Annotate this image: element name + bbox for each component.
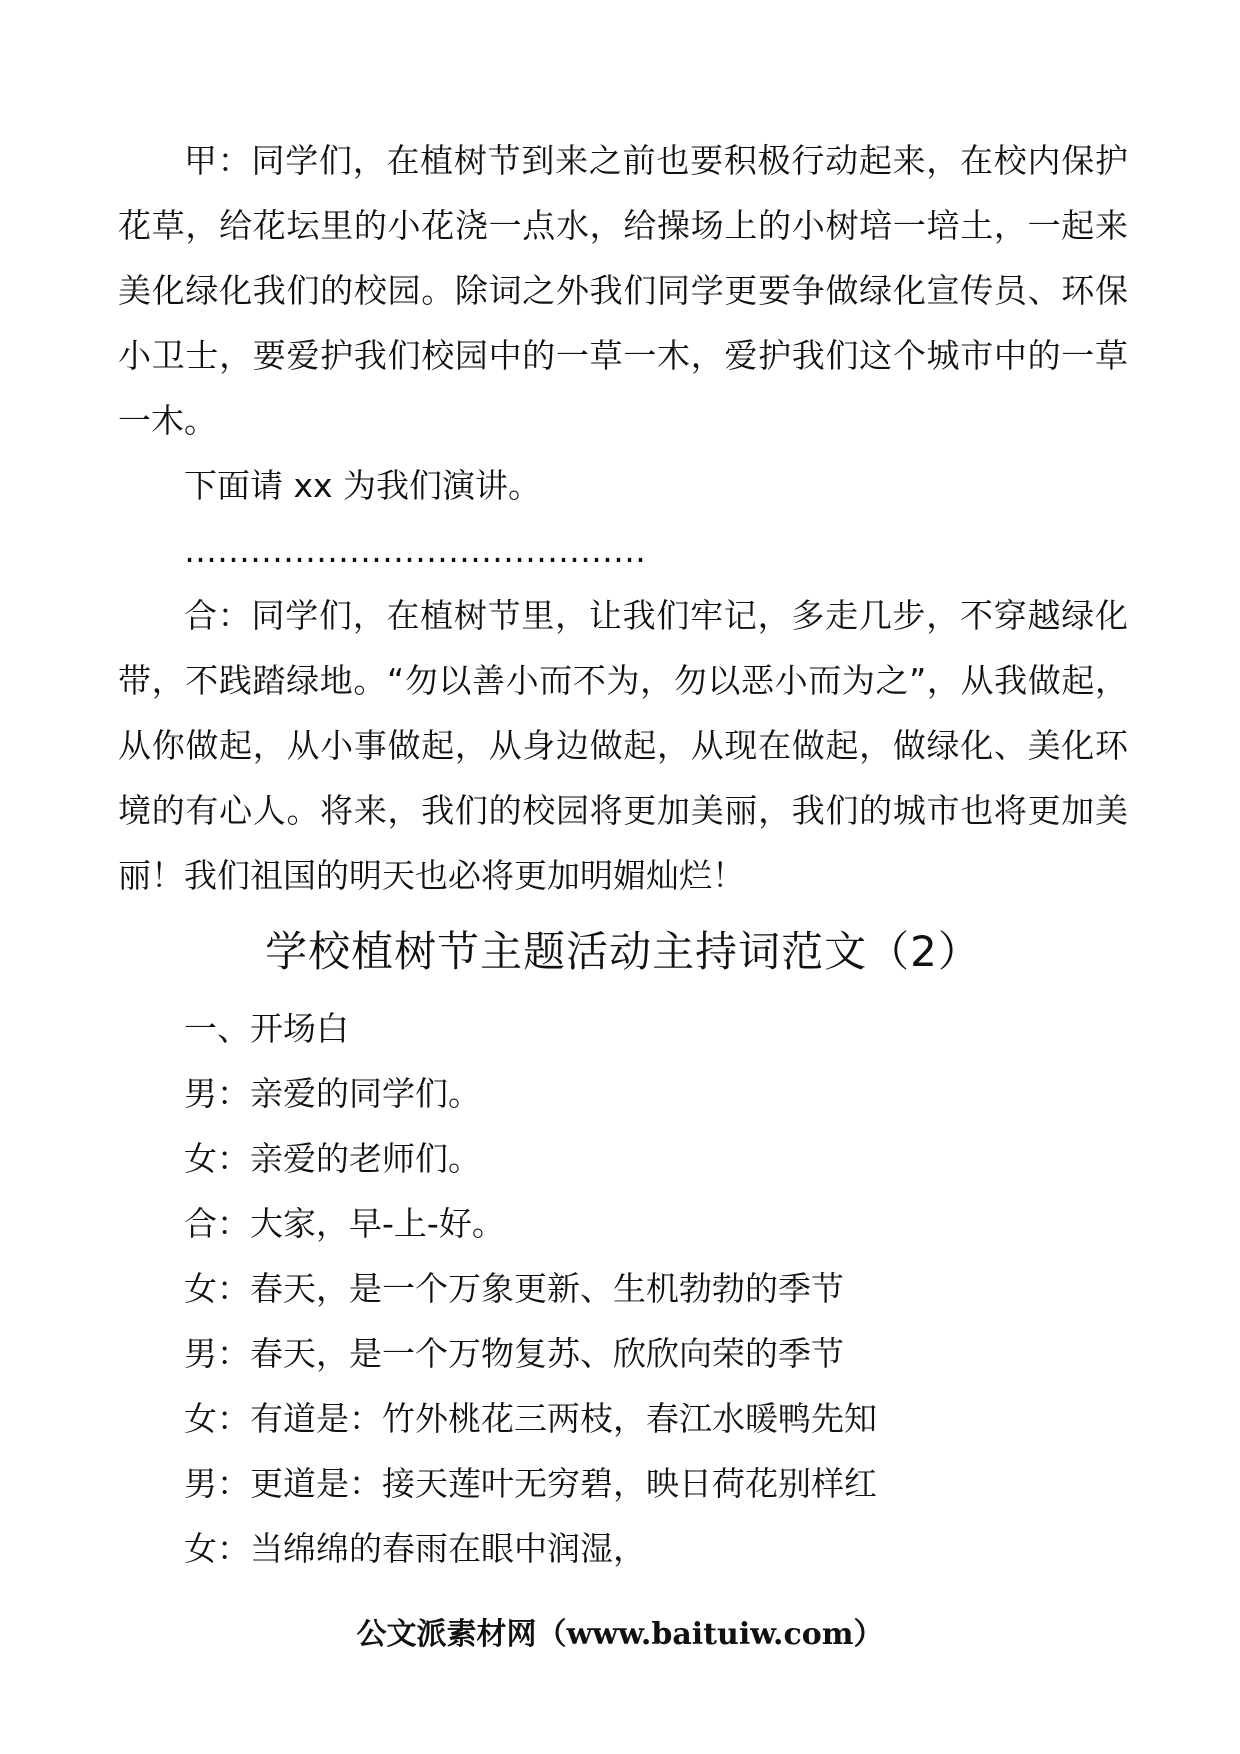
footer-source: 公文派素材网（www.baituiw.com）	[356, 1617, 884, 1652]
paragraph-he: 合：同学们，在植树节里，让我们牢记，多走几步，不穿越绿化带，不践踏绿地。“勿以善小而不为，勿以恶小而为之”，从我做起，从你做起，从小事做起，从身边做起，从现在做起，做绿化、美化环境的有心人。将来，我们的校园将更加美丽，我们的城市也将更加美丽！我们祖国的明天也必将更加明媚灿烂！	[118, 596, 1128, 895]
line-female-3: 女：有道是：竹外桃花三两枝，春江水暖鸭先知	[184, 1399, 877, 1438]
document-body	[118, 128, 1128, 1581]
line-male-1: 男：亲爱的同学们。	[184, 1074, 481, 1113]
paragraph-jia: 甲：同学们，在植树节到来之前也要积极行动起来，在校内保护花草，给花坛里的小花浇一点水，给操场上的小树培一培土，一起来美化绿化我们的校园。除词之外我们同学更要争做绿化宣传员、环保小卫士，要爱护我们校园中的一草一木，爱护我们这个城市中的一草一木。	[118, 141, 1128, 440]
paragraph-invite-speech: 下面请 xx 为我们演讲。	[184, 466, 542, 505]
line-male-2: 男：春天，是一个万物复苏、欣欣向荣的季节	[184, 1334, 844, 1373]
paragraph-ellipsis: ……………………………………	[184, 531, 646, 570]
line-together-1: 合：大家，早-上-好。	[184, 1204, 505, 1243]
line-opening: 一、开场白	[184, 1009, 349, 1048]
line-female-4: 女：当绵绵的春雨在眼中润湿，	[184, 1529, 646, 1568]
line-female-2: 女：春天，是一个万象更新、生机勃勃的季节	[184, 1269, 844, 1308]
section-title: 学校植树节主题活动主持词范文（2）	[265, 927, 981, 976]
line-male-3: 男：更道是：接天莲叶无穷碧，映日荷花别样红	[184, 1464, 877, 1503]
line-female-1: 女：亲爱的老师们。	[184, 1139, 481, 1178]
